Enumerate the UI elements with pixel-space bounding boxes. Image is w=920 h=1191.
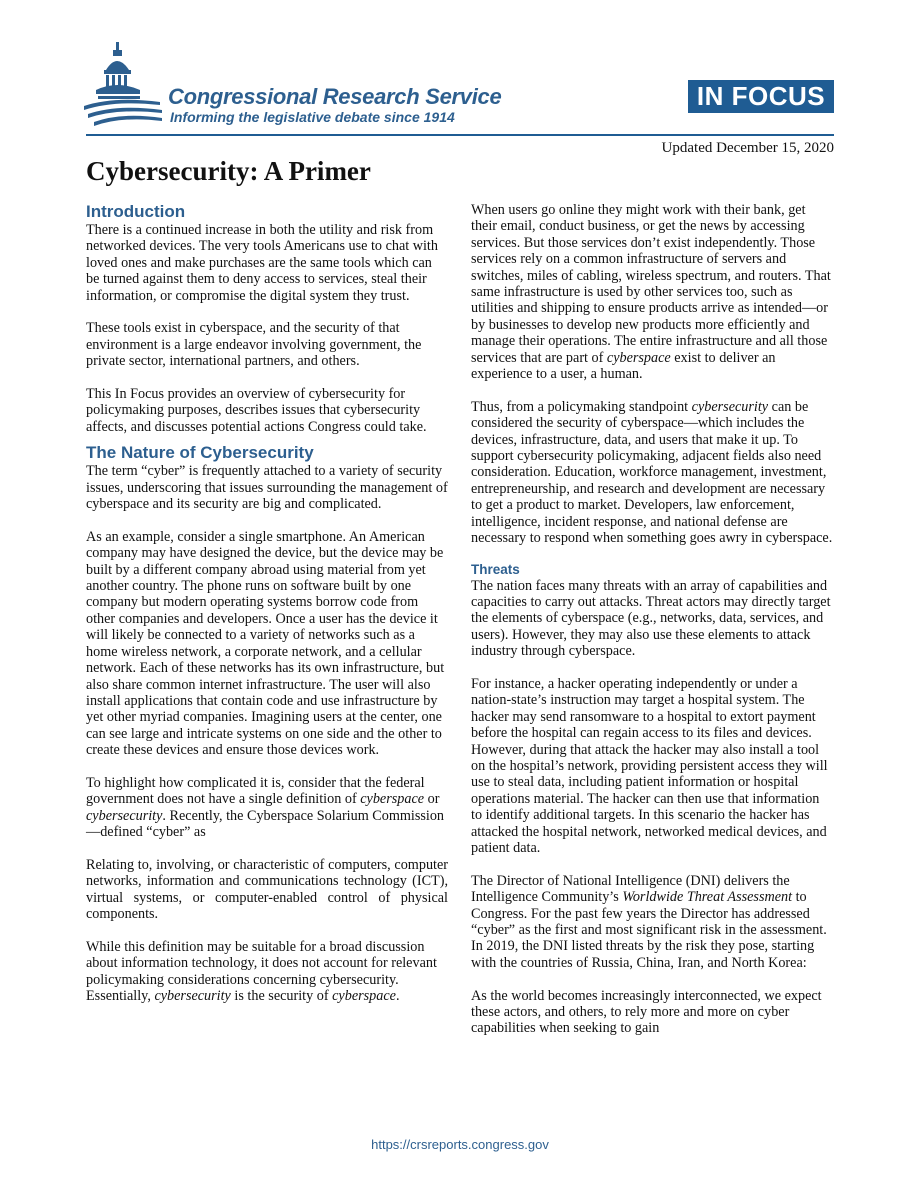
nature-paragraph-3: [86, 775, 448, 841]
text-run: .: [395, 988, 400, 1005]
text-run: or: [424, 791, 440, 808]
text-run: exist to deliver an experience to a user, a human.: [471, 349, 776, 383]
threats-paragraph-3: [471, 873, 833, 971]
dni-quote: As the world becomes increasingly interconnected, we expect these actors, and others, to rely more and more on cyber capabilities when seeking to gain: [471, 987, 822, 1037]
text-run: to Congress. For the past few years the Director has addressed “cyber” as the first and most significant risk in the assessment. In 2019, the DNI listed threats by the risk they pose, starting with the countries of Russia, China, Iran, and North Korea:: [471, 889, 827, 971]
left-column: [86, 202, 448, 1021]
nature-heading: The Nature of Cybersecurity: [86, 443, 314, 463]
header-rule: [86, 134, 834, 136]
right-column: [471, 202, 833, 1053]
solarium-quote: Relating to, involving, or characteristic of computers, computer networks, information and communications technology (ICT), virtual systems, or computer-enabled control of physical components.: [86, 856, 448, 923]
intro-heading: Introduction: [86, 202, 186, 221]
capitol-dome-logo: [84, 40, 164, 132]
text-run: When users go online they might work with their bank, get their email, conduct business, or get the news by accessing services. But those services don’t exist independently. Those services rely on a common infrastructure of servers and switches, miles of cabling, wireless spectrum, and routers. That same infrastructure is used by other services too, such as utilities and shipping to ensure products arrive as intended—or by businesses to develop new products more efficiently and manage their operations. The entire infrastructure and all those services that are part of: [471, 202, 831, 366]
org-tagline: Informing the legislative debate since 1914: [170, 109, 455, 125]
emphasis: cyberspace: [332, 988, 396, 1005]
text-run: While this definition may be suitable for a broad discussion about information technology, it does not account for relevant policymaking considerations concerning cybersecurity. Essentially,: [86, 938, 437, 1005]
emphasis: cybersecurity: [154, 988, 231, 1005]
nature-paragraph-4: [86, 939, 448, 1005]
emphasis: cybersecurity: [86, 807, 163, 824]
intro-paragraph-2: These tools exist in cyberspace, and the security of that environment is a large endeavor involving government, the private sector, international partners, and others.: [86, 320, 422, 370]
updated-date: Updated December 15, 2020: [661, 140, 834, 156]
emphasis: cybersecurity: [691, 398, 769, 415]
text-run: Thus, from a policymaking standpoint: [471, 398, 692, 415]
text-run: To highlight how complicated it is, consider that the federal government does not have a single definition of: [86, 774, 425, 808]
intro-paragraph-1: There is a continued increase in both the utility and risk from networked devices. The very tools Americans use to chat with loved ones and make purchases are the same tools which can be turned against them to deny access to services, steal their information, or compromise the digital system they trust.: [86, 222, 438, 304]
text-run: is the security of: [230, 988, 333, 1005]
text-run: The Director of National Intelligence (DNI) delivers the Intelligence Community’s: [471, 872, 790, 906]
emphasis: cyberspace: [360, 791, 425, 808]
text-run: can be considered the security of cyberspace—which includes the devices, infrastructure, data, and users that make it up. To support cybersecurity policymaking, adjacent fields also need consideration. Education, workforce management, investment, entrepreneurship, and research and development are necessary to get a product to market. Developers, law enforcement, intelligence, incident response, and national defense are necessary to respond when something goes awry in cyberspace.: [471, 398, 833, 547]
nature-paragraph-2: As an example, consider a single smartphone. An American company may have designed the device, but the device may be built by a different company abroad using material from yet another country. The phone runs on software built by one company but modern operating systems borrow code from other companies and developers. Once a user has the device it will likely be connected to a variety of networks such as a home wireless network, a corporate network, and a cellular network. Each of these networks has its own infrastructure, but also share common internet infrastructure. The user will also install applications that contain code and use infrastructure by yet other myriad companies. Imagining users at the center, one can see large and intricate systems on one side and the other to create these devices and ensure those devices work.: [86, 528, 445, 759]
org-name: Congressional Research Service: [168, 84, 502, 109]
threats-paragraph-2: For instance, a hacker operating independently or under a nation-state’s instruction may target a hospital system. The hacker may send ransomware to a hospital to extort payment before the hospital can regain access to its files and devices. However, during that attack the hacker may also install a tool on the hospital’s network, providing persistent access they will use to steal data, including patient information or hospital operations material. The hacker can then use that information to identify additional targets. In this scenario the hacker has attacked the hospital network, networked medical devices, and patient data.: [471, 675, 828, 856]
nature-paragraph-1: The term “cyber” is frequently attached to a variety of security issues, underscoring that issues surrounding the management of cyberspace and its security are big and complicated.: [86, 463, 448, 513]
text-run: . Recently, the Cyberspace Solarium Commission—defined “cyber” as: [86, 807, 445, 841]
intro-paragraph-3: This In Focus provides an overview of cybersecurity for policymaking purposes, describes issues that cybersecurity affects, and discusses potential actions Congress could take.: [86, 386, 427, 435]
threats-heading: Threats: [471, 561, 520, 577]
footer-url[interactable]: https://crsreports.congress.gov: [371, 1137, 549, 1152]
in-focus-badge: IN FOCUS: [688, 80, 834, 113]
emphasis: Worldwide Threat Assessment: [622, 889, 793, 906]
services-paragraph: [471, 202, 833, 382]
policymaking-paragraph: [471, 399, 833, 547]
threats-paragraph-1: The nation faces many threats with an array of capabilities and capacities to carry out attacks. Threat actors may directly target the elements of cyberspace (e.g., networks, data, services, and users). However, they may also use these elements to attack industry through cyberspace.: [471, 577, 831, 660]
emphasis: cyberspace: [606, 349, 671, 366]
page-header: [0, 0, 920, 186]
page-title: Cybersecurity: A Primer: [86, 156, 371, 186]
